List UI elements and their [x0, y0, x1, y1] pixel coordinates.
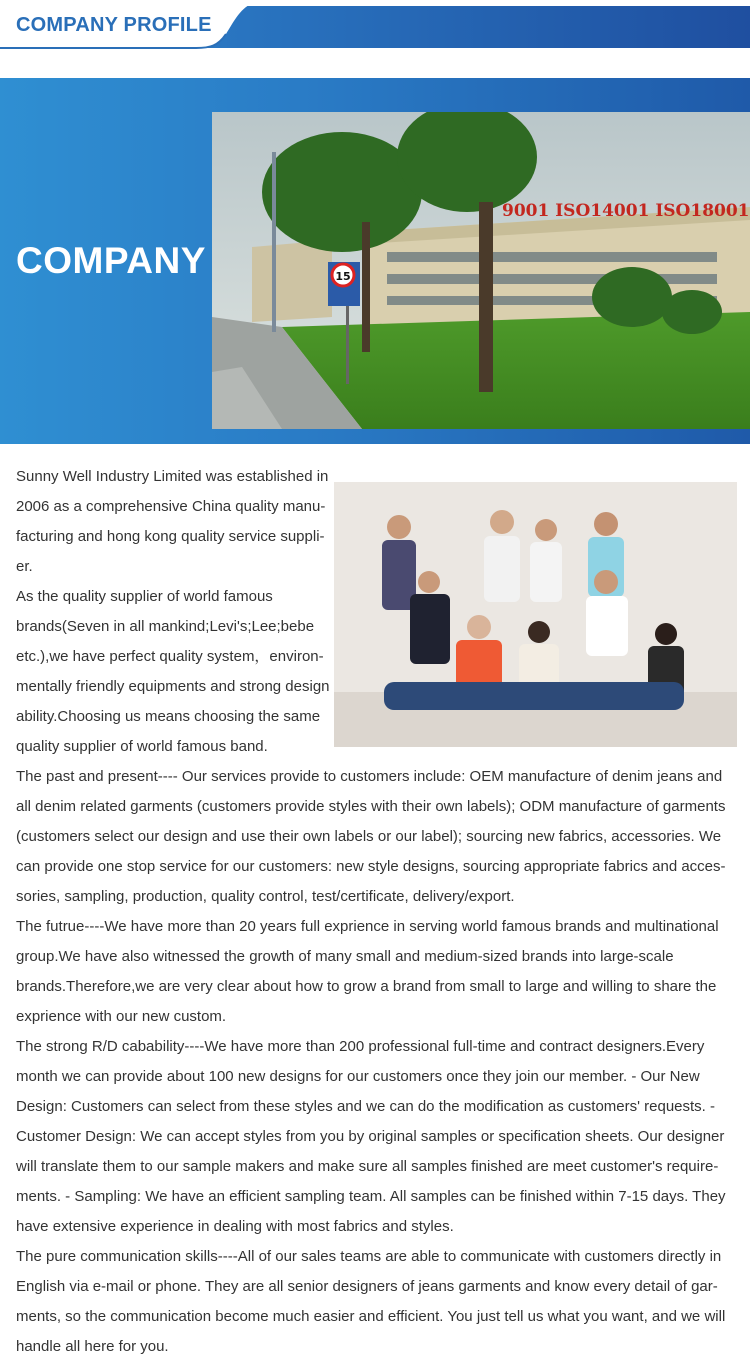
quality-paragraph: As the quality supplier of world famous brands(Seven in all mankind;Levi's;Lee;bebe etc.),we have perfect quality system，environ-mentally friendly equipments and strong design ability.Choosing us means choosing the same quality supplier of world famous band.	[16, 588, 330, 755]
team-photo	[334, 482, 737, 747]
banner-title: COMPANY	[16, 240, 206, 281]
communication-paragraph: The pure communication skills----All of our sales teams are able to communicate with customers directly in English via e-mail or phone. They are all senior designers of jeans garments and know every detail of gar-ments, so the communication become much easier and efficient. You just tell us what you want, and we will handle all here for you.	[16, 1248, 726, 1355]
page-title: COMPANY PROFILE	[16, 14, 212, 36]
section-header	[0, 0, 750, 56]
iso-sign-text: 9001 ISO14001 ISO18001	[502, 201, 750, 221]
past-present-paragraph: The past and present---- Our services provide to customers include: OEM manufacture of denim jeans and all denim related garments (customers provide styles with their own labels); ODM manufacture of garments (customers select our design and use their own labels or our label); sourcing new fabrics, accessories. We can provide one stop service for our customers: new style designs, sourcing appropriate fabrics and acces-sories, sampling, production, quality control, test/certificate, delivery/export.	[16, 768, 726, 905]
future-paragraph: The futrue----We have more than 20 years full exprience in serving world famous brands and multinational group.We have also witnessed the growth of many small and medium-sized brands into large-scale brands.Therefore,we are very clear about how to grow a brand from small to large and willing to share the exprience with our new custom.	[16, 918, 719, 1025]
speed-limit-sign: 15	[335, 270, 351, 283]
factory-photo	[212, 112, 750, 429]
rd-capability-paragraph: The strong R/D cabability----We have more than 200 professional full-time and contract designers.Every month we can provide about 100 new designs for our customers once they join our member. - Our New Design: Customers can select from these styles and we can do the modification as customers' requests. - Customer Design: We can accept styles from you by original samples or specification sheets. Our designer will translate them to our sample makers and make sure all samples finished are meet customer's require-ments. - Sampling: We have an efficient sampling team. All samples can be finished within 7-15 days. They have extensive experience in dealing with most fabrics and styles.	[16, 1038, 726, 1235]
intro-paragraph: Sunny Well Industry Limited was established in 2006 as a comprehensive China quality manu-facturing and hong kong quality service suppli-er.	[16, 468, 329, 575]
